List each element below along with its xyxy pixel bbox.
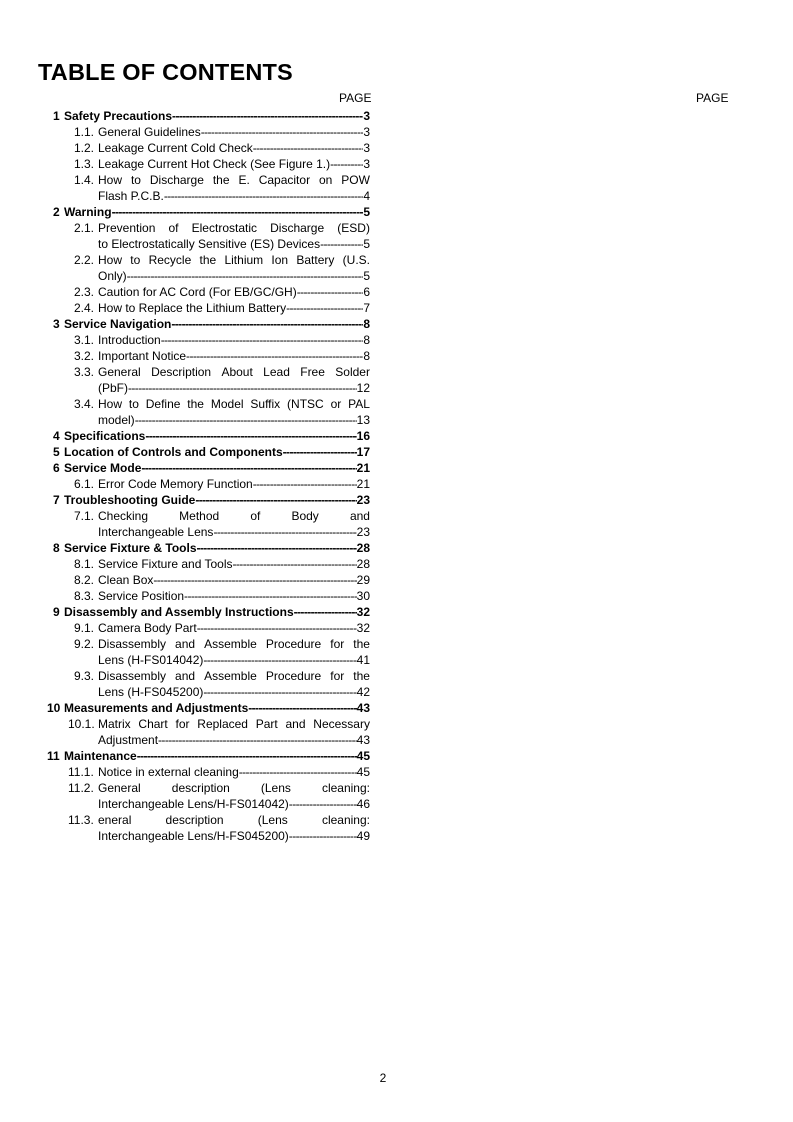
- toc-page-number: 43: [356, 733, 370, 747]
- toc-entry-title: (PbF): [98, 381, 128, 395]
- toc-entry-number: 11.3.: [68, 813, 94, 827]
- toc-dot-leader: [127, 268, 364, 284]
- toc-entry-number: 3: [53, 317, 60, 331]
- toc-dot-leader: [289, 828, 357, 844]
- toc-dot-leader: [158, 732, 357, 748]
- toc-entry-title: Matrix Chart for Replaced Part and Necessary: [98, 717, 370, 731]
- page-number: 2: [379, 1071, 387, 1085]
- toc-section-row: [0, 124, 793, 140]
- toc-chapter-row: [0, 428, 793, 444]
- page-column-label-left: PAGE: [339, 91, 372, 105]
- toc-dot-leader: [297, 284, 364, 300]
- toc-dot-leader: [233, 556, 357, 572]
- toc-entry-title: Interchangeable Lens: [98, 525, 214, 539]
- toc-dot-leader: [203, 652, 356, 668]
- toc-section-row: [0, 812, 793, 828]
- toc-section-row: [0, 348, 793, 364]
- toc-entry-title: Service Fixture and Tools: [98, 557, 233, 571]
- toc-entry-title: Safety Precautions: [64, 109, 173, 123]
- toc-page-number: 49: [356, 829, 370, 843]
- toc-entry-number: 1.2.: [74, 141, 95, 155]
- toc-section-row: [0, 588, 793, 604]
- toc-section-row: [0, 364, 793, 380]
- toc-entry-title: How to Discharge the E. Capacitor on POW: [98, 173, 370, 187]
- toc-entry-title: Measurements and Adjustments: [64, 701, 249, 715]
- toc-page-number: 29: [356, 573, 370, 587]
- toc-entry-number: 4: [53, 429, 60, 443]
- toc-entry-title: Introduction: [98, 333, 161, 347]
- toc-page-number: 12: [356, 381, 370, 395]
- toc-section-row: [0, 300, 793, 316]
- toc-entry-number: 3.2.: [74, 349, 95, 363]
- toc-entry-title: Leakage Current Cold Check: [98, 141, 253, 155]
- toc-page-number: 3: [363, 157, 370, 171]
- toc-entry-number: 7.1.: [74, 509, 95, 523]
- toc-page-number: 28: [356, 541, 370, 555]
- toc-page-number: 16: [356, 429, 370, 443]
- toc-entry-title: Prevention of Electrostatic Discharge (ESD): [98, 221, 370, 235]
- toc-dot-leader: [289, 796, 357, 812]
- toc-page-number: 30: [356, 589, 370, 603]
- toc-entry-number: 11: [47, 749, 60, 763]
- toc-entry-title: General description (Lens cleaning:: [98, 781, 370, 795]
- toc-dot-leader: [203, 684, 356, 700]
- toc-dot-leader: [239, 764, 357, 780]
- toc-entry-title: Notice in external cleaning: [98, 765, 239, 779]
- toc-entry-title: Service Mode: [64, 461, 142, 475]
- toc-entry-title: Location of Controls and Components: [64, 445, 283, 459]
- toc-page-number: 21: [356, 477, 370, 491]
- toc-chapter-row: [0, 460, 793, 476]
- toc-page-number: 13: [356, 413, 370, 427]
- toc-entry-title: Service Navigation: [64, 317, 172, 331]
- toc-section-row: [0, 476, 793, 492]
- toc-dot-leader: [197, 620, 357, 636]
- toc-dot-leader: [197, 540, 357, 556]
- toc-page-number: 45: [356, 765, 370, 779]
- toc-entry-title: How to Replace the Lithium Battery: [98, 301, 287, 315]
- toc-dot-leader: [283, 444, 357, 460]
- toc-chapter-row: [0, 204, 793, 220]
- toc-chapter-row: [0, 604, 793, 620]
- toc-section-row: [0, 412, 793, 428]
- toc-dot-leader: [201, 124, 364, 140]
- toc-chapter-row: [0, 108, 793, 124]
- toc-entry-number: 6: [53, 461, 60, 475]
- toc-entry-title: Lens (H-FS045200): [98, 685, 204, 699]
- toc-entry-title: Checking Method of Body and: [98, 509, 370, 523]
- toc-entry-number: 9: [53, 605, 60, 619]
- toc-entry-title: model): [98, 413, 135, 427]
- toc-page-number: 5: [363, 205, 370, 219]
- toc-page-number: 23: [356, 525, 370, 539]
- page-column-label-right: PAGE: [696, 91, 729, 105]
- toc-page-number: 45: [356, 749, 370, 763]
- toc-section-row: [0, 172, 793, 188]
- toc-dot-leader: [186, 348, 363, 364]
- toc-entry-title: Maintenance: [64, 749, 137, 763]
- toc-section-row: [0, 332, 793, 348]
- toc-section-row: [0, 268, 793, 284]
- toc-dot-leader: [213, 524, 356, 540]
- toc-section-row: [0, 636, 793, 652]
- toc-dot-leader: [253, 140, 364, 156]
- toc-entry-number: 10.1.: [68, 717, 95, 731]
- toc-entry-title: Service Position: [98, 589, 185, 603]
- toc-dot-leader: [195, 492, 356, 508]
- toc-section-row: [0, 732, 793, 748]
- toc-page-number: 42: [356, 685, 370, 699]
- toc-section-row: [0, 188, 793, 204]
- toc-section-row: [0, 396, 793, 412]
- toc-dot-leader: [112, 204, 364, 220]
- toc-entry-number: 8.3.: [74, 589, 95, 603]
- toc-section-row: [0, 620, 793, 636]
- toc-page-number: 43: [356, 701, 370, 715]
- toc-dot-leader: [320, 236, 363, 252]
- toc-entry-title: How to Define the Model Suffix (NTSC or PAL: [98, 397, 370, 411]
- toc-page-number: 8: [363, 317, 370, 331]
- toc-entry-title: Flash P.C.B.: [98, 189, 164, 203]
- toc-entry-number: 5: [53, 445, 60, 459]
- toc-dot-leader: [141, 460, 356, 476]
- toc-entry-number: 11.1.: [68, 765, 94, 779]
- toc-entry-title: Only): [98, 269, 127, 283]
- toc-dot-leader: [171, 316, 363, 332]
- toc-section-row: [0, 796, 793, 812]
- toc-entry-number: 10: [47, 701, 61, 715]
- toc-entry-number: 1: [53, 109, 60, 123]
- toc-section-row: [0, 380, 793, 396]
- toc-dot-leader: [137, 748, 357, 764]
- toc-page-number: 7: [363, 301, 370, 315]
- toc-entry-number: 7: [53, 493, 60, 507]
- toc-chapter-row: [0, 700, 793, 716]
- toc-entry-title: Interchangeable Lens/H-FS014042): [98, 797, 289, 811]
- toc-chapter-row: [0, 316, 793, 332]
- toc-section-row: [0, 572, 793, 588]
- toc-entry-title: Service Fixture & Tools: [64, 541, 197, 555]
- toc-dot-leader: [145, 428, 356, 444]
- toc-dot-leader: [286, 300, 363, 316]
- toc-chapter-row: [0, 540, 793, 556]
- toc-section-row: [0, 828, 793, 844]
- toc-dot-leader: [128, 380, 357, 396]
- toc-dot-leader: [330, 156, 363, 172]
- toc-entry-number: 1.3.: [74, 157, 95, 171]
- toc-dot-leader: [135, 412, 357, 428]
- toc-entry-number: 2.3.: [74, 285, 95, 299]
- toc-entry-title: eneral description (Lens cleaning:: [98, 813, 370, 827]
- toc-section-row: [0, 252, 793, 268]
- toc-section-row: [0, 220, 793, 236]
- toc-entry-number: 3.4.: [74, 397, 95, 411]
- toc-dot-leader: [164, 188, 364, 204]
- toc-page-number: 28: [356, 557, 370, 571]
- toc-entry-number: 2.4.: [74, 301, 95, 315]
- toc-entry-title: to Electrostatically Sensitive (ES) Devices: [98, 237, 321, 251]
- toc-entry-number: 2.2.: [74, 253, 95, 267]
- toc-section-row: [0, 508, 793, 524]
- toc-chapter-row: [0, 492, 793, 508]
- toc-page-number: 4: [363, 189, 370, 203]
- toc-dot-leader: [161, 332, 364, 348]
- toc-entry-title: Disassembly and Assembly Instructions: [64, 605, 294, 619]
- toc-entry-title: Camera Body Part: [98, 621, 197, 635]
- toc-page-number: 21: [356, 461, 370, 475]
- toc-section-row: [0, 284, 793, 300]
- toc-entry-title: General Guidelines: [98, 125, 201, 139]
- toc-section-row: [0, 524, 793, 540]
- toc-page-number: 8: [363, 349, 370, 363]
- toc-page-number: 41: [356, 653, 370, 667]
- toc-dot-leader: [294, 604, 357, 620]
- toc-chapter-row: [0, 748, 793, 764]
- toc-section-row: [0, 140, 793, 156]
- toc-entry-number: 1.1.: [74, 125, 95, 139]
- toc-entry-title: Disassembly and Assemble Procedure for the: [98, 637, 370, 651]
- toc-entry-title: Error Code Memory Function: [98, 477, 253, 491]
- toc-entry-title: Caution for AC Cord (For EB/GC/GH): [98, 285, 297, 299]
- toc-entry-number: 3.1.: [74, 333, 95, 347]
- document-title: TABLE OF CONTENTS: [38, 59, 293, 85]
- toc-entry-number: 6.1.: [74, 477, 95, 491]
- toc-page-number: 5: [363, 237, 370, 251]
- toc-entry-title: Adjustment: [98, 733, 159, 747]
- toc-page-number: 32: [356, 621, 370, 635]
- toc-page-number: 17: [356, 445, 370, 459]
- toc-section-row: [0, 780, 793, 796]
- toc-entry-number: 1.4.: [74, 173, 95, 187]
- toc-entry-number: 8.2.: [74, 573, 95, 587]
- toc-page-number: 6: [363, 285, 370, 299]
- toc-entry-title: Warning: [64, 205, 112, 219]
- toc-dot-leader: [253, 476, 357, 492]
- toc-section-row: [0, 652, 793, 668]
- toc-entry-title: Disassembly and Assemble Procedure for the: [98, 669, 370, 683]
- toc-entry-title: Troubleshooting Guide: [64, 493, 196, 507]
- toc-dot-leader: [153, 572, 356, 588]
- toc-section-row: [0, 236, 793, 252]
- toc-entry-title: Important Notice: [98, 349, 187, 363]
- toc-entry-number: 2: [53, 205, 60, 219]
- toc-page-number: 3: [363, 109, 370, 123]
- table-of-contents: [0, 108, 793, 844]
- toc-section-row: [0, 716, 793, 732]
- toc-entry-title: Specifications: [64, 429, 146, 443]
- toc-section-row: [0, 556, 793, 572]
- toc-entry-number: 9.2.: [74, 637, 95, 651]
- toc-entry-title: Lens (H-FS014042): [98, 653, 204, 667]
- toc-entry-title: Clean Box: [98, 573, 154, 587]
- toc-entry-number: 11.2.: [68, 781, 94, 795]
- toc-page-number: 3: [363, 125, 370, 139]
- toc-section-row: [0, 668, 793, 684]
- toc-section-row: [0, 764, 793, 780]
- toc-entry-number: 9.1.: [74, 621, 95, 635]
- toc-entry-number: 2.1.: [74, 221, 95, 235]
- toc-entry-number: 9.3.: [74, 669, 95, 683]
- toc-page-number: 32: [356, 605, 370, 619]
- toc-page-number: 46: [356, 797, 370, 811]
- toc-dot-leader: [248, 700, 356, 716]
- toc-entry-title: Interchangeable Lens/H-FS045200): [98, 829, 289, 843]
- toc-page-number: 8: [363, 333, 370, 347]
- toc-section-row: [0, 684, 793, 700]
- toc-dot-leader: [172, 108, 363, 124]
- toc-entry-number: 8.1.: [74, 557, 95, 571]
- toc-entry-number: 3.3.: [74, 365, 95, 379]
- toc-dot-leader: [184, 588, 357, 604]
- toc-entry-title: General Description About Lead Free Solder: [98, 365, 370, 379]
- toc-page-number: 3: [363, 141, 370, 155]
- toc-entry-number: 8: [53, 541, 60, 555]
- toc-page-number: 5: [363, 269, 370, 283]
- toc-entry-title: How to Recycle the Lithium Ion Battery (U.S.: [98, 253, 370, 267]
- toc-entry-title: Leakage Current Hot Check (See Figure 1.): [98, 157, 331, 171]
- toc-section-row: [0, 156, 793, 172]
- toc-chapter-row: [0, 444, 793, 460]
- toc-page-number: 23: [356, 493, 370, 507]
